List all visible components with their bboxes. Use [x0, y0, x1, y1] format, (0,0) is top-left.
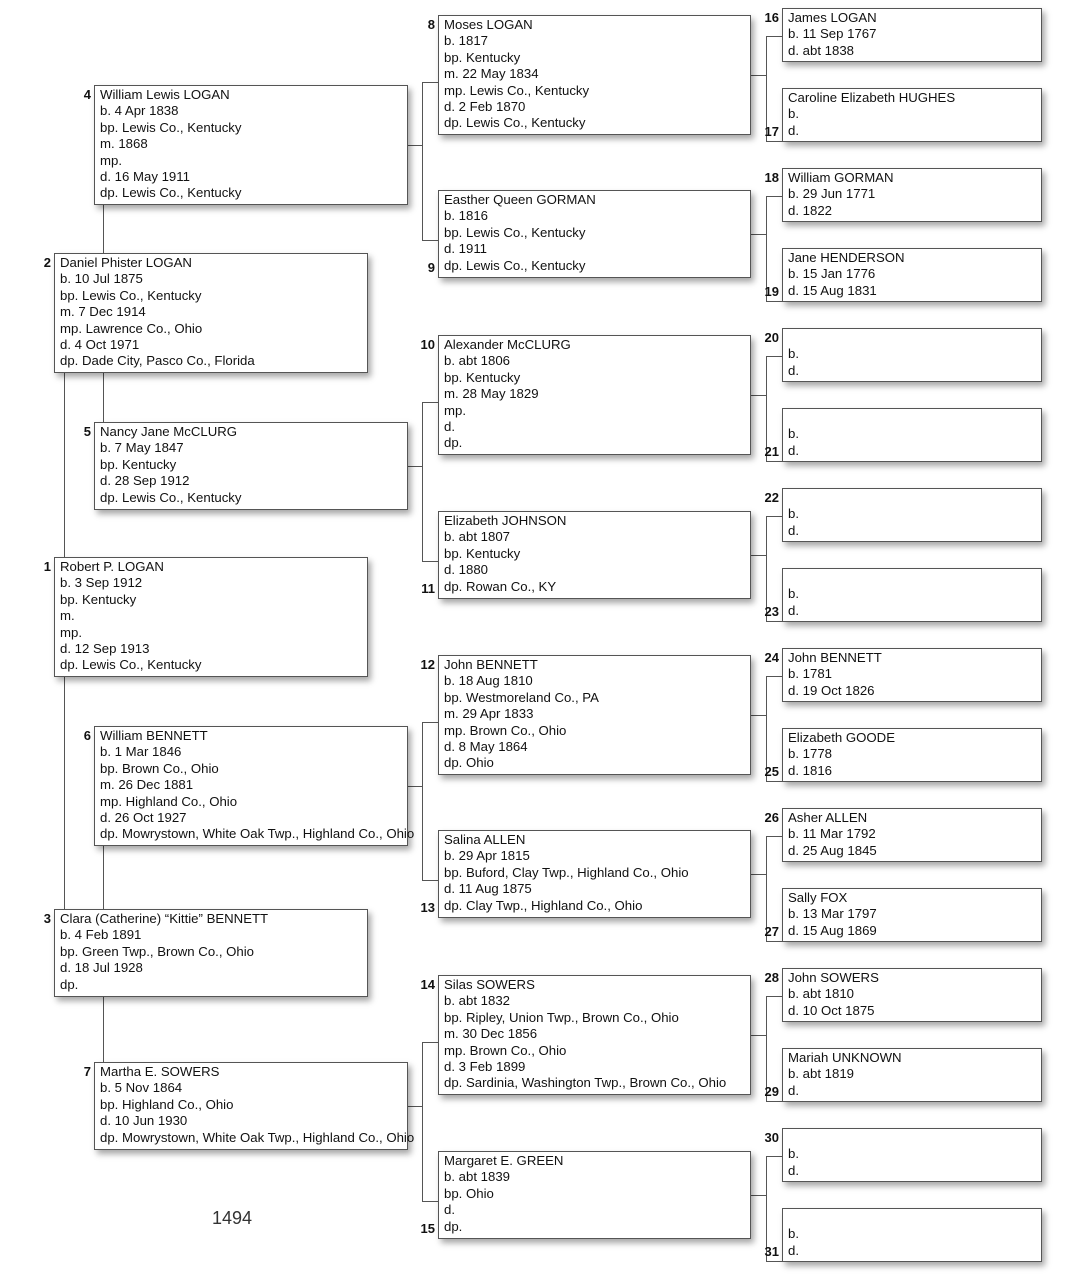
connector-line: [751, 234, 766, 235]
person-name: Easther Queen GORMAN: [444, 192, 596, 207]
person-detail: bp. Lewis Co., Kentucky: [60, 287, 202, 303]
person-detail: d. 15 Aug 1869: [788, 922, 877, 938]
person-box-2[interactable]: [54, 253, 368, 373]
connector-line: [766, 1101, 782, 1102]
person-detail: b. 15 Jan 1776: [788, 266, 876, 282]
connector-line: [766, 836, 782, 837]
person-detail: dp. Mowrystown, White Oak Twp., Highland Co., Ohio: [100, 826, 415, 842]
connector-line: [422, 240, 438, 241]
person-detail: dp. Clay Twp., Highland Co., Ohio: [444, 897, 643, 913]
person-detail: b. 4 Feb 1891: [60, 927, 142, 943]
person-box-14[interactable]: [438, 975, 751, 1095]
connector-line: [751, 555, 766, 556]
person-detail: b. 1816: [444, 208, 488, 224]
person-detail: b. 1817: [444, 33, 488, 49]
person-detail: m. 29 Apr 1833: [444, 706, 534, 722]
person-detail: b.: [788, 426, 799, 442]
person-box-15[interactable]: [438, 1151, 751, 1239]
person-name: Daniel Phister LOGAN: [60, 255, 192, 270]
connector-line: [422, 722, 438, 723]
person-detail: bp. Buford, Clay Twp., Highland Co., Ohio: [444, 864, 689, 880]
person-detail: b. 29 Apr 1815: [444, 848, 530, 864]
connector-line: [766, 941, 782, 942]
person-detail: mp. Lewis Co., Kentucky: [444, 82, 590, 98]
person-box-13[interactable]: [438, 830, 751, 918]
person-name: Nancy Jane McCLURG: [100, 424, 238, 439]
person-name: [788, 1130, 1036, 1146]
ahnentafel-number: 18: [764, 170, 779, 185]
ahnentafel-number: 21: [764, 444, 779, 459]
ahnentafel-number: 8: [427, 17, 435, 32]
connector-line: [766, 196, 782, 197]
ahnentafel-number: 7: [83, 1064, 91, 1079]
ahnentafel-number: 13: [420, 900, 435, 915]
person-name: Moses LOGAN: [444, 17, 533, 32]
person-detail: b. 1778: [788, 746, 832, 762]
connector-line: [751, 715, 766, 716]
connector-line: [422, 402, 423, 561]
person-detail: dp.: [444, 435, 463, 451]
person-detail: d. 16 May 1911: [100, 169, 190, 185]
person-detail: d. 2 Feb 1870: [444, 99, 526, 115]
connector-line: [766, 781, 782, 782]
person-name: William BENNETT: [100, 728, 208, 743]
ahnentafel-number: 10: [420, 337, 435, 352]
person-detail: d. 1880: [444, 562, 488, 578]
connector-line: [422, 722, 423, 880]
person-box-3[interactable]: [54, 909, 368, 997]
ahnentafel-number: 14: [420, 977, 435, 992]
person-detail: b.: [788, 1146, 799, 1162]
connector-line: [103, 373, 104, 422]
connector-line: [408, 1106, 422, 1107]
connector-line: [64, 373, 65, 557]
person-detail: d. 8 May 1864: [444, 739, 528, 755]
person-detail: bp. Ripley, Union Twp., Brown Co., Ohio: [444, 1009, 679, 1025]
connector-line: [766, 36, 782, 37]
connector-line: [766, 676, 782, 677]
person-detail: d.: [788, 522, 799, 538]
person-box-31[interactable]: [782, 1208, 1042, 1262]
person-box-18[interactable]: [782, 168, 1042, 222]
person-detail: d.: [788, 1162, 799, 1178]
connector-line: [766, 516, 782, 517]
connector-line: [422, 1042, 423, 1201]
person-detail: d. 1816: [788, 762, 832, 778]
ahnentafel-number: 12: [420, 657, 435, 672]
person-detail: b.: [788, 106, 799, 122]
person-detail: dp. Ohio: [444, 755, 494, 771]
ahnentafel-number: 5: [83, 424, 91, 439]
person-detail: bp. Kentucky: [444, 369, 521, 385]
ahnentafel-number: 3: [43, 911, 51, 926]
person-detail: d. 10 Jun 1930: [100, 1113, 188, 1129]
person-detail: d.: [788, 602, 799, 618]
person-name: Caroline Elizabeth HUGHES: [788, 90, 956, 105]
ahnentafel-number: 24: [764, 650, 779, 665]
person-box-17[interactable]: [782, 88, 1042, 142]
person-detail: d.: [788, 442, 799, 458]
person-detail: dp. Mowrystown, White Oak Twp., Highland Co., Ohio: [100, 1129, 415, 1145]
person-detail: b.: [788, 346, 799, 362]
person-detail: d. 10 Oct 1875: [788, 1002, 875, 1018]
person-box-1[interactable]: [54, 557, 368, 677]
person-name: James LOGAN: [788, 10, 877, 25]
person-name: William GORMAN: [788, 170, 894, 185]
person-detail: mp. Highland Co., Ohio: [100, 793, 238, 809]
person-box-4[interactable]: [94, 85, 408, 205]
connector-line: [751, 874, 766, 875]
person-name: Martha E. SOWERS: [100, 1064, 220, 1079]
person-name: [788, 1210, 1036, 1226]
person-detail: dp. Lewis Co., Kentucky: [60, 657, 202, 673]
person-detail: m. 22 May 1834: [444, 66, 539, 82]
person-box-11[interactable]: [438, 511, 751, 599]
person-detail: dp. Lewis Co., Kentucky: [444, 257, 586, 273]
connector-line: [408, 466, 422, 467]
person-detail: d. 12 Sep 1913: [60, 641, 150, 657]
ahnentafel-number: 22: [764, 490, 779, 505]
person-detail: d.: [788, 1242, 799, 1258]
ahnentafel-number: 19: [764, 284, 779, 299]
ahnentafel-number: 1: [43, 559, 51, 574]
person-detail: b. abt 1819: [788, 1066, 854, 1082]
person-detail: m. 28 May 1829: [444, 386, 539, 402]
person-detail: d. 11 Aug 1875: [444, 881, 532, 897]
person-detail: b. 10 Jul 1875: [60, 271, 143, 287]
person-name: Salina ALLEN: [444, 832, 526, 847]
person-detail: dp.: [444, 1218, 463, 1234]
person-name: Silas SOWERS: [444, 977, 535, 992]
connector-line: [64, 677, 65, 909]
person-detail: bp. Highland Co., Ohio: [100, 1096, 234, 1112]
person-detail: b.: [788, 1226, 799, 1242]
ahnentafel-number: 17: [764, 124, 779, 139]
person-detail: d.: [788, 362, 799, 378]
person-detail: mp. Brown Co., Ohio: [444, 722, 567, 738]
person-box-27[interactable]: [782, 888, 1042, 942]
ahnentafel-number: 4: [83, 87, 91, 102]
person-detail: d. 15 Aug 1831: [788, 282, 877, 298]
person-detail: m. 7 Dec 1914: [60, 304, 146, 320]
person-detail: bp. Kentucky: [444, 49, 521, 65]
person-detail: b. 7 May 1847: [100, 440, 184, 456]
person-name: [788, 330, 1036, 346]
person-detail: b. abt 1832: [444, 993, 510, 1009]
person-detail: mp.: [60, 624, 82, 640]
person-name: Elizabeth JOHNSON: [444, 513, 567, 528]
person-detail: d.: [788, 1082, 799, 1098]
ahnentafel-number: 29: [764, 1084, 779, 1099]
person-box-24[interactable]: [782, 648, 1042, 702]
connector-line: [766, 356, 782, 357]
ahnentafel-number: 23: [764, 604, 779, 619]
person-detail: b.: [788, 506, 799, 522]
ahnentafel-number: 6: [83, 728, 91, 743]
connector-line: [422, 1042, 438, 1043]
person-detail: b. abt 1810: [788, 986, 854, 1002]
person-detail: d. 4 Oct 1971: [60, 337, 140, 353]
ahnentafel-number: 31: [764, 1244, 779, 1259]
person-detail: bp. Kentucky: [60, 591, 137, 607]
connector-line: [103, 997, 104, 1062]
person-box-29[interactable]: [782, 1048, 1042, 1102]
person-name: [788, 490, 1036, 506]
person-detail: mp. Brown Co., Ohio: [444, 1042, 567, 1058]
person-name: John SOWERS: [788, 970, 879, 985]
person-detail: bp. Lewis Co., Kentucky: [100, 119, 242, 135]
person-name: John BENNETT: [788, 650, 882, 665]
connector-line: [766, 141, 782, 142]
person-name: Elizabeth GOODE: [788, 730, 896, 745]
person-box-7[interactable]: [94, 1062, 415, 1150]
person-name: [788, 410, 1036, 426]
person-detail: d. 1911: [444, 241, 488, 257]
person-detail: bp. Westmoreland Co., PA: [444, 689, 599, 705]
ahnentafel-number: 28: [764, 970, 779, 985]
connector-line: [766, 1261, 782, 1262]
person-detail: d. 25 Aug 1845: [788, 842, 877, 858]
person-detail: d. 18 Jul 1928: [60, 960, 143, 976]
person-box-30[interactable]: [782, 1128, 1042, 1182]
person-detail: b. abt 1806: [444, 353, 510, 369]
person-detail: dp.: [60, 976, 79, 992]
person-detail: b.: [788, 586, 799, 602]
person-detail: dp. Lewis Co., Kentucky: [100, 185, 242, 201]
person-detail: b. 18 Aug 1810: [444, 673, 533, 689]
person-detail: dp. Lewis Co., Kentucky: [444, 115, 586, 131]
person-box-16[interactable]: [782, 8, 1042, 62]
connector-line: [422, 402, 438, 403]
person-detail: b. abt 1807: [444, 529, 510, 545]
person-detail: d. 19 Oct 1826: [788, 682, 875, 698]
person-detail: d.: [444, 419, 455, 435]
person-name: Alexander McCLURG: [444, 337, 571, 352]
person-detail: bp. Brown Co., Ohio: [100, 760, 219, 776]
person-detail: bp. Kentucky: [100, 456, 177, 472]
ahnentafel-number: 20: [764, 330, 779, 345]
person-name: Jane HENDERSON: [788, 250, 905, 265]
connector-line: [422, 880, 438, 881]
person-name: Sally FOX: [788, 890, 848, 905]
person-box-10[interactable]: [438, 335, 751, 455]
person-name: Mariah UNKNOWN: [788, 1050, 902, 1065]
person-detail: b. 4 Apr 1838: [100, 103, 179, 119]
connector-line: [751, 395, 766, 396]
person-detail: b. 11 Sep 1767: [788, 26, 877, 42]
person-detail: mp.: [100, 152, 122, 168]
connector-line: [766, 461, 782, 462]
person-name: Clara (Catherine) “Kittie” BENNETT: [60, 911, 269, 926]
person-box-6[interactable]: [94, 726, 415, 846]
ahnentafel-number: 25: [764, 764, 779, 779]
person-detail: b. 29 Jun 1771: [788, 186, 876, 202]
connector-line: [408, 145, 422, 146]
connector-line: [751, 1195, 766, 1196]
page-number: 1494: [212, 1208, 253, 1228]
connector-line: [422, 82, 438, 83]
connector-line: [766, 1156, 782, 1157]
person-detail: mp.: [444, 402, 466, 418]
person-box-25[interactable]: [782, 728, 1042, 782]
ahnentafel-number: 16: [764, 10, 779, 25]
connector-line: [766, 621, 782, 622]
person-box-23[interactable]: [782, 568, 1042, 622]
person-detail: m.: [60, 608, 75, 624]
connector-line: [766, 301, 782, 302]
person-detail: d. abt 1838: [788, 42, 854, 58]
person-detail: m. 30 Dec 1856: [444, 1026, 538, 1042]
person-box-5[interactable]: [94, 422, 408, 510]
person-detail: dp. Sardinia, Washington Twp., Brown Co., Ohio: [444, 1075, 727, 1091]
person-box-26[interactable]: [782, 808, 1042, 862]
person-detail: bp. Green Twp., Brown Co., Ohio: [60, 943, 254, 959]
person-detail: b. 1781: [788, 666, 832, 682]
person-detail: bp. Ohio: [444, 1185, 494, 1201]
connector-line: [751, 75, 766, 76]
ahnentafel-number: 15: [420, 1221, 435, 1236]
connector-line: [751, 1035, 766, 1036]
person-detail: dp. Rowan Co., KY: [444, 578, 557, 594]
person-box-9[interactable]: [438, 190, 751, 278]
connector-line: [103, 846, 104, 909]
ahnentafel-number: 2: [43, 255, 51, 270]
ahnentafel-number: 11: [421, 581, 435, 596]
person-box-12[interactable]: [438, 655, 751, 775]
connector-line: [103, 205, 104, 253]
person-detail: dp. Dade City, Pasco Co., Florida: [60, 353, 255, 369]
person-box-8[interactable]: [438, 15, 751, 135]
connector-line: [766, 996, 782, 997]
person-detail: b. 11 Mar 1792: [788, 826, 876, 842]
connector-line: [422, 82, 423, 240]
connector-line: [422, 561, 438, 562]
person-detail: b. 5 Nov 1864: [100, 1080, 183, 1096]
person-name: Asher ALLEN: [788, 810, 868, 825]
person-box-21[interactable]: [782, 408, 1042, 462]
person-detail: bp. Lewis Co., Kentucky: [444, 224, 586, 240]
person-detail: d. 1822: [788, 202, 832, 218]
person-detail: d. 28 Sep 1912: [100, 473, 190, 489]
person-detail: d. 3 Feb 1899: [444, 1059, 526, 1075]
person-detail: b. 3 Sep 1912: [60, 575, 143, 591]
person-name: [788, 570, 1036, 586]
person-detail: bp. Kentucky: [444, 545, 521, 561]
person-detail: d.: [444, 1202, 455, 1218]
ahnentafel-number: 9: [427, 260, 435, 275]
person-detail: dp. Lewis Co., Kentucky: [100, 489, 242, 505]
person-detail: d. 26 Oct 1927: [100, 810, 187, 826]
person-detail: m. 26 Dec 1881: [100, 777, 194, 793]
person-name: William Lewis LOGAN: [100, 87, 230, 102]
person-name: Margaret E. GREEN: [444, 1153, 564, 1168]
ahnentafel-number: 26: [764, 810, 779, 825]
connector-line: [408, 786, 422, 787]
person-box-20[interactable]: [782, 328, 1042, 382]
person-detail: m. 1868: [100, 136, 148, 152]
person-detail: b. abt 1839: [444, 1169, 510, 1185]
person-box-22[interactable]: [782, 488, 1042, 542]
connector-line: [422, 1201, 438, 1202]
person-box-19[interactable]: [782, 248, 1042, 302]
person-detail: d.: [788, 122, 799, 138]
person-box-28[interactable]: [782, 968, 1042, 1022]
person-detail: b. 1 Mar 1846: [100, 744, 182, 760]
person-detail: b. 13 Mar 1797: [788, 906, 877, 922]
person-name: Robert P. LOGAN: [60, 559, 164, 574]
person-name: John BENNETT: [444, 657, 538, 672]
ahnentafel-number: 27: [764, 924, 779, 939]
ahnentafel-number: 30: [764, 1130, 779, 1145]
person-detail: mp. Lawrence Co., Ohio: [60, 320, 203, 336]
